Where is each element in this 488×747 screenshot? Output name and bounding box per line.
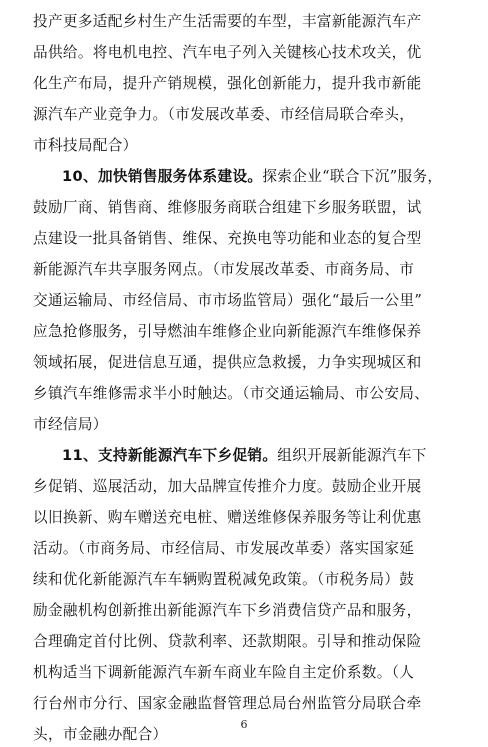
text-line: 应急抢修服务，引导燃油车维修企业向新能源汽车维修保养 xyxy=(33,323,422,340)
text-line: 化生产布局，提升产销规模，强化创新能力，提升我市新能 xyxy=(33,75,422,92)
text-line: 新能源汽车共享服务网点。（市发展改革委、市商务局、市 xyxy=(33,261,415,278)
text-line: 交通运输局、市经信局、市市场监管局）强化“最后一公里” xyxy=(33,292,423,309)
text-line: 续和优化新能源汽车车辆购置税减免政策。（市税务局）鼓 xyxy=(33,571,415,588)
section-10-heading: 10、加快销售服务体系建设。 xyxy=(62,168,263,185)
text-line: 机构适当下调新能源汽车新车商业车险自主定价系数。（人 xyxy=(33,664,415,681)
text-line: 投产更多适配乡村生产生活需要的车型，丰富新能源汽车产 xyxy=(33,13,422,30)
text-line: 鼓励厂商、销售商、维修服务商联合组建下乡服务联盟，试 xyxy=(33,199,422,216)
text-line: 点建设一批具备销售、维保、充换电等功能和业态的复合型 xyxy=(33,230,422,247)
text-line: 市经信局） xyxy=(33,416,108,433)
text-line: 乡促销、巡展活动，加大品牌宣传推介力度。鼓励企业开展 xyxy=(33,478,422,495)
text-line: 市科技局配合） xyxy=(33,137,138,154)
page-number: 6 xyxy=(240,718,248,731)
text-line: 领域拓展，促进信息互通，提供应急救援，力争实现城区和 xyxy=(33,354,422,371)
text-line: 乡镇汽车维修需求半小时触达。（市交通运输局、市公安局、 xyxy=(33,385,430,402)
section-11-first-line xyxy=(62,446,427,466)
text-line: 品供给。将电机电控、汽车电子列入关键核心技术攻关，优 xyxy=(33,44,422,61)
section-10-first-line xyxy=(62,167,442,187)
section-11-lead-text: 组织开展新能源汽车下 xyxy=(277,447,427,464)
text-line: 合理确定首付比例、贷款利率、还款期限。引导和推动保险 xyxy=(33,633,422,650)
text-line: 行台州市分行、国家金融监督管理总局台州监管分局联合牵 xyxy=(33,695,422,712)
text-line: 活动。（市商务局、市经信局、市发展改革委）落实国家延 xyxy=(33,540,415,557)
text-line: 以旧换新、购车赠送充电桩、赠送维修保养服务等让利优惠 xyxy=(33,509,422,526)
section-11-heading: 11、支持新能源汽车下乡促销。 xyxy=(62,447,278,464)
section-10-lead-text: 探索企业“联合下沉”服务， xyxy=(262,168,443,185)
text-line: 励金融机构创新推出新能源汽车下乡消费信贷产品和服务， xyxy=(33,602,422,619)
text-line: 头，市金融办配合） xyxy=(33,726,168,743)
text-line: 源汽车产业竞争力。（市发展改革委、市经信局联合牵头， xyxy=(33,106,415,123)
